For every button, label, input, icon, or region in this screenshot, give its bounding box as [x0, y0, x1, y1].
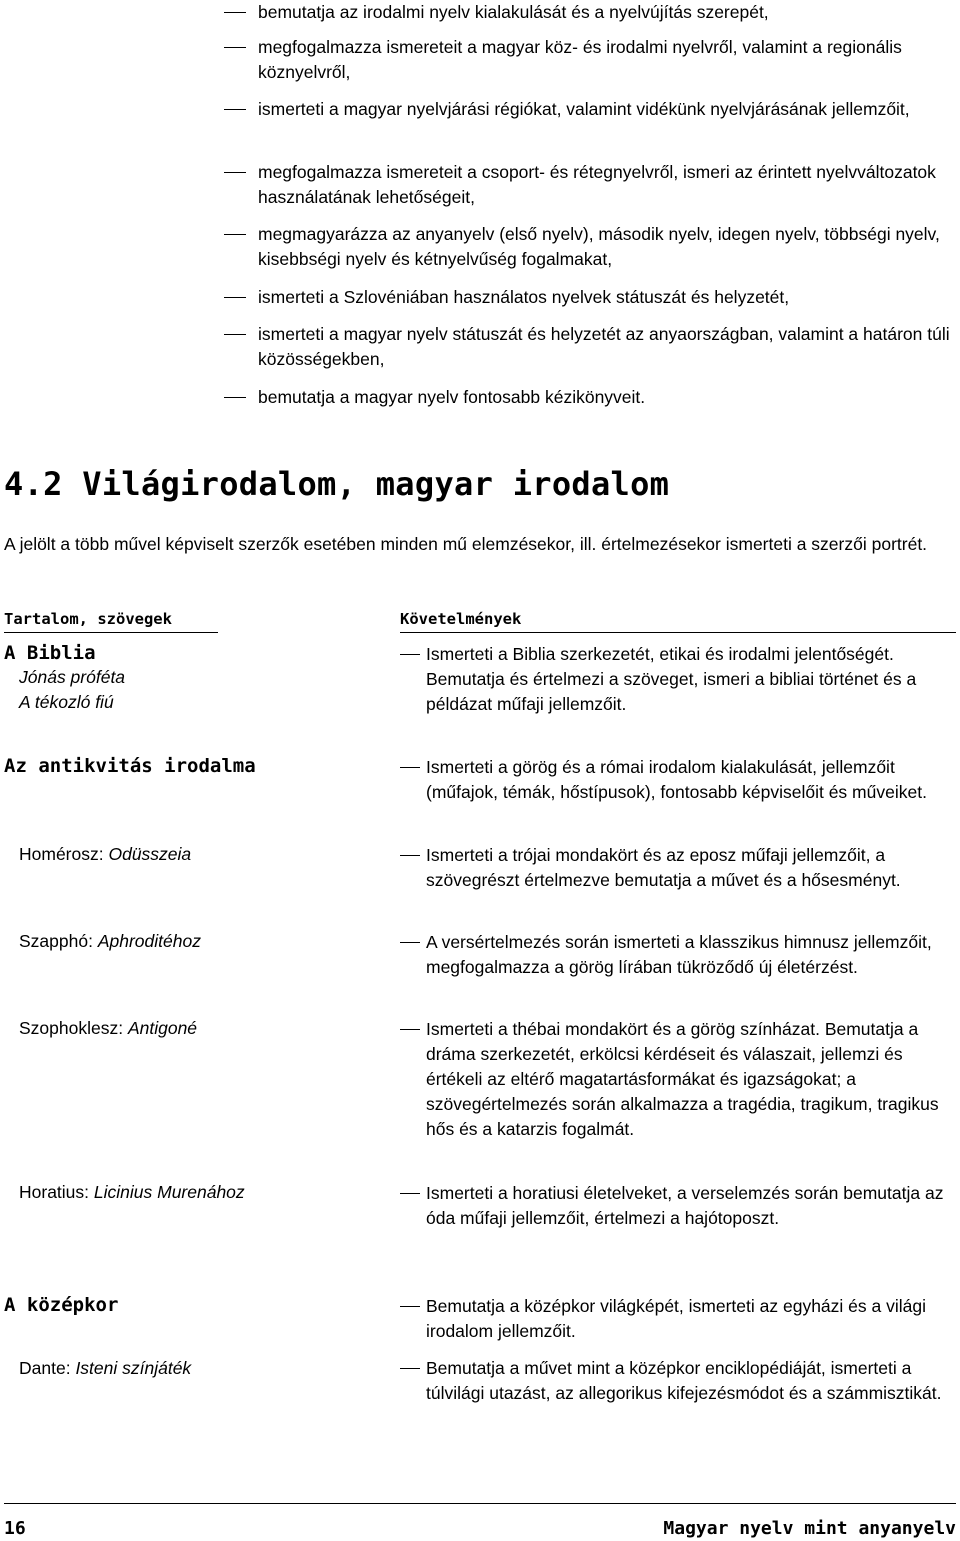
column-header-rule [400, 632, 956, 633]
list-item: megfogalmazza ismereteit a csoport- és rétegnyelvről, ismeri az érintett nyelvváltozatok használatának lehetőségeit, [224, 160, 954, 210]
work-title: Jónás próféta [19, 667, 126, 687]
footer-rule [4, 1503, 956, 1504]
dash-bullet [224, 334, 246, 335]
column-header-content: Tartalom, szövegek [4, 610, 172, 628]
work-entry: Szophoklesz: Antigoné [19, 1018, 198, 1038]
work-entry: Horatius: Licinius Murenához [19, 1182, 245, 1202]
dash-bullet [400, 1029, 420, 1030]
dash-bullet [400, 767, 420, 768]
requirement-item: Ismerteti a trójai mondakört és az eposz műfaji jellemzőit, a szövegrészt értelmezve bemutatja a művet és a hősesményt. [400, 843, 960, 893]
column-header-requirements: Követelmények [400, 610, 522, 628]
column-header-rule [4, 632, 218, 633]
dash-bullet [224, 47, 246, 48]
requirement-item: A versértelmezés során ismerteti a klasszikus himnusz jellemzőit, megfogalmazza a görög lírában tükröződő új életérzést. [400, 930, 960, 980]
dash-bullet [400, 654, 420, 655]
list-item: ismerteti a magyar nyelvjárási régiókat, valamint vidékünk nyelvjárásának jellemzőit, [224, 97, 954, 122]
page-number: 16 [4, 1518, 26, 1539]
running-title: Magyar nyelv mint anyanyelv [663, 1518, 956, 1539]
dash-bullet [224, 297, 246, 298]
work-entry: Dante: Isteni színjáték [19, 1358, 192, 1378]
dash-bullet [224, 172, 246, 173]
group-title-kozepkor: A középkor [4, 1294, 119, 1316]
dash-bullet [400, 1306, 420, 1307]
work-entry: Szapphó: Aphroditéhoz [19, 931, 201, 951]
list-item: ismerteti a Szlovéniában használatos nyelvek státuszát és helyzetét, [224, 285, 954, 310]
dash-bullet [400, 855, 420, 856]
dash-bullet [224, 234, 246, 235]
requirement-item: Ismerteti a Biblia szerkezetét, etikai és irodalmi jelentőségét. Bemutatja és értelmezi a szöveget, ismeri a bibliai történet és a példázat műfaji jellemzőit. [400, 642, 960, 717]
dash-bullet [400, 1368, 420, 1369]
list-item: ismerteti a magyar nyelv státuszát és helyzetét az anyaországban, valamint a határon túli közösségekben, [224, 322, 954, 372]
requirement-item: Bemutatja a művet mint a középkor enciklopédiáját, ismerteti a túlvilági utazást, az allegorikus kifejezésmódot és a számmisztikát. [400, 1356, 960, 1406]
dash-bullet [400, 942, 420, 943]
list-item: bemutatja a magyar nyelv fontosabb kézikönyveit. [224, 385, 954, 410]
group-title-antik: Az antikvitás irodalma [4, 755, 256, 777]
list-item: bemutatja az irodalmi nyelv kialakulását és a nyelvújítás szerepét, [224, 0, 954, 25]
requirement-item: Ismerteti a thébai mondakört és a görög színházat. Bemutatja a dráma szerkezetét, erkölcsi kérdéseit és válaszait, jellemzi és értékeli az eltérő magatartásformákat és igazságokat; a szövegértelmezés során alkalmazza a tragédia, tragikum, tragikus hős és a katarzis fogalmát. [400, 1017, 960, 1142]
list-item: megfogalmazza ismereteit a magyar köz- és irodalmi nyelvről, valamint a regionális köznyelvről, [224, 35, 954, 85]
list-item: megmagyarázza az anyanyelv (első nyelv), második nyelv, idegen nyelv, többségi nyelv, kisebbségi nyelv és kétnyelvűség fogalmakat, [224, 222, 954, 272]
dash-bullet [224, 109, 246, 110]
requirement-item: Bemutatja a középkor világképét, ismerteti az egyházi és a világi irodalom jellemzőit. [400, 1294, 960, 1344]
requirement-item: Ismerteti a horatiusi életelveket, a verselemzés során bemutatja az óda műfaji jellemzőit, értelmezi a hajótoposzt. [400, 1181, 960, 1231]
section-intro: A jelölt a több művel képviselt szerzők esetében minden mű elemzésekor, ill. értelmezésekor ismerteti a szerzői portrét. [4, 534, 928, 554]
dash-bullet [224, 397, 246, 398]
dash-bullet [224, 12, 246, 13]
section-title: 4.2 Világirodalom, magyar irodalom [4, 465, 670, 503]
group-title-biblia: A Biblia [4, 642, 96, 664]
work-entry: Homérosz: Odüsszeia [19, 844, 192, 864]
dash-bullet [400, 1193, 420, 1194]
requirement-item: Ismerteti a görög és a római irodalom kialakulását, jellemzőit (műfajok, témák, hőstípusok), fontosabb képviselőit és műveiket. [400, 755, 960, 805]
work-title: A tékozló fiú [19, 692, 114, 712]
